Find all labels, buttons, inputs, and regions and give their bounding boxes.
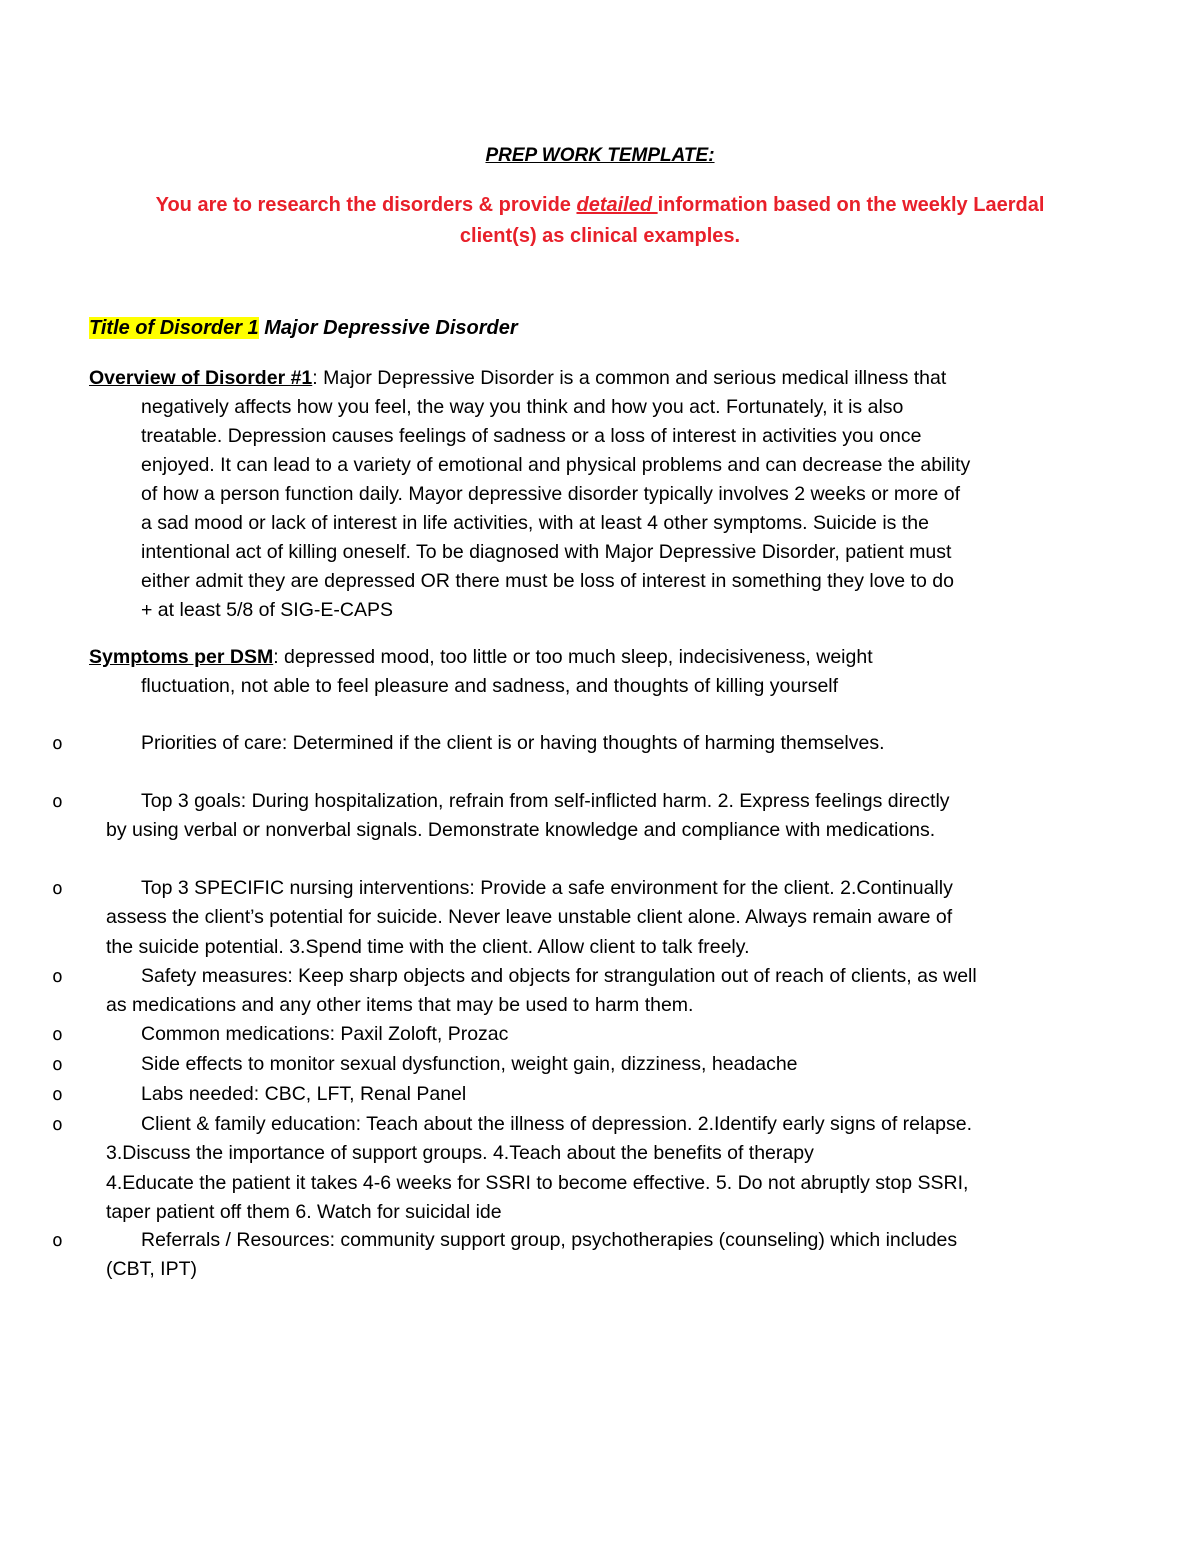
- instructions: [130, 190, 1070, 252]
- item-text: assess the client’s potential for suicide. Never leave unstable client alone. Always remain aware of: [106, 906, 953, 929]
- bullet-icon: o: [52, 1024, 63, 1045]
- item-text: 3.Discuss the importance of support groups. 4.Teach about the benefits of therapy: [106, 1142, 814, 1165]
- overview-label: Overview of Disorder #1: [89, 367, 313, 389]
- page-heading: PREP WORK TEMPLATE:: [485, 145, 715, 166]
- overview-line: treatable. Depression causes feelings of sadness or a loss of interest in activities you once: [141, 425, 922, 447]
- overview-line: a sad mood or lack of interest in life activities, with at least 4 other symptoms. Suicide is the: [141, 512, 929, 534]
- bullet-icon: o: [52, 1084, 63, 1105]
- list-item: [52, 1080, 1067, 1109]
- overview-line: enjoyed. It can lead to a variety of emotional and physical problems and can decrease the ability: [141, 454, 971, 476]
- bullet-icon: o: [52, 1230, 63, 1251]
- bullet-icon: o: [52, 1114, 63, 1135]
- bullet-icon: o: [52, 966, 63, 987]
- bullet-icon: o: [52, 878, 63, 899]
- overview-line: of how a person function daily. Mayor depressive disorder typically involves 2 weeks or more of: [141, 483, 961, 505]
- list-item: [52, 1050, 1067, 1079]
- item-text: as medications and any other items that may be used to harm them.: [106, 994, 694, 1017]
- item-text: Client & family education: Teach about the illness of depression. 2.Identify early signs of relapse.: [141, 1113, 973, 1135]
- item-text: Top 3 goals: During hospitalization, refrain from self-inflicted harm. 2. Express feelings directly: [141, 790, 950, 812]
- item-text: the suicide potential. 3.Spend time with the client. Allow client to talk freely.: [106, 935, 750, 958]
- list-item: [52, 1226, 1067, 1285]
- item-text: Common medications: Paxil Zoloft, Prozac: [141, 1023, 509, 1045]
- item-text: Side effects to monitor sexual dysfunction, weight gain, dizziness, headache: [141, 1053, 798, 1075]
- instructions-text-3: client(s) as clinical examples.: [459, 225, 741, 247]
- bullet-icon: o: [52, 791, 63, 812]
- list-item: [52, 874, 1067, 962]
- instructions-emphasis: detailed: [576, 194, 658, 216]
- symptoms-section: [89, 643, 1064, 701]
- item-text: Labs needed: CBC, LFT, Renal Panel: [141, 1083, 467, 1105]
- symptoms-first-line: Symptoms per DSM: depressed mood, too little or too much sleep, indecisiveness, weight: [89, 646, 873, 668]
- instructions-text-2: information based on the weekly Laerdal: [657, 194, 1045, 216]
- disorder-title-value: Major Depressive Disorder: [258, 317, 518, 339]
- item-text: (CBT, IPT): [106, 1258, 197, 1281]
- overview-line: either admit they are depressed OR there must be loss of interest in something they love to do: [141, 570, 954, 592]
- item-text: 4.Educate the patient it takes 4-6 weeks for SSRI to become effective. 5. Do not abruptly stop SSRI,: [106, 1171, 969, 1194]
- item-text: by using verbal or nonverbal signals. Demonstrate knowledge and compliance with medications.: [106, 819, 936, 842]
- item-text: Referrals / Resources: community support group, psychotherapies (counseling) which includes: [141, 1229, 958, 1251]
- overview-line: intentional act of killing oneself. To be diagnosed with Major Depressive Disorder, patient must: [141, 541, 952, 563]
- symptoms-label: Symptoms per DSM: [89, 646, 274, 668]
- item-text: Priorities of care: Determined if the client is or having thoughts of harming themselves.: [141, 732, 885, 754]
- bullet-icon: o: [52, 1054, 63, 1075]
- overview-section: [89, 364, 1064, 625]
- item-text: Top 3 SPECIFIC nursing interventions: Provide a safe environment for the client. 2.Continually: [141, 877, 953, 899]
- overview-line: + at least 5/8 of SIG-E-CAPS: [141, 599, 393, 621]
- item-text: taper patient off them 6. Watch for suicidal ide: [106, 1200, 502, 1223]
- disorder-title: [89, 317, 518, 340]
- list-item: [52, 787, 1067, 846]
- list-item: [52, 729, 1067, 758]
- instructions-text-1: You are to research the disorders & provide: [155, 194, 577, 216]
- list-item: [52, 962, 1067, 1021]
- disorder-title-label: Title of Disorder 1: [89, 317, 259, 339]
- bullet-icon: o: [52, 733, 63, 754]
- overview-first-line: Overview of Disorder #1: Major Depressive Disorder is a common and serious medical illness that: [89, 367, 947, 389]
- list-item: [52, 1110, 1067, 1227]
- overview-line: negatively affects how you feel, the way you think and how you act. Fortunately, it is also: [141, 396, 904, 418]
- item-text: Safety measures: Keep sharp objects and objects for strangulation out of reach of clients, as well: [141, 965, 977, 987]
- list-item: [52, 1020, 1067, 1049]
- symptoms-line: fluctuation, not able to feel pleasure and sadness, and thoughts of killing yourself: [141, 675, 839, 697]
